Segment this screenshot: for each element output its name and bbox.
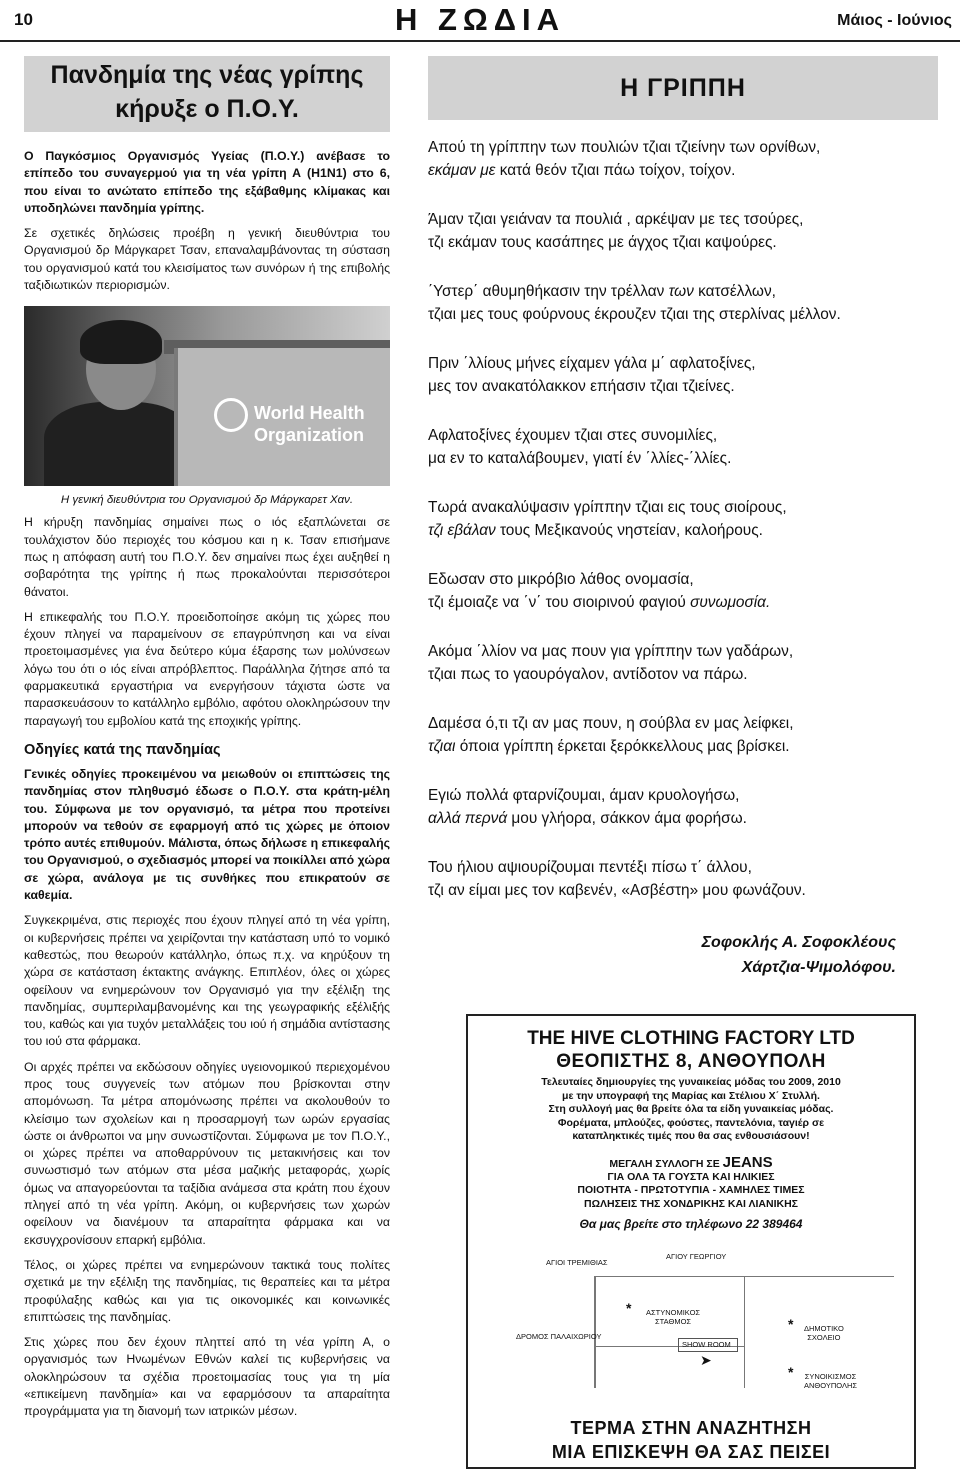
- poem-line: τζιαι πως το γαουρόγαλον, αντίδοτον να πάρω.: [428, 666, 748, 683]
- map-label-settlement: ΣΥΝΟΙΚΙΣΜΟΣ ΑΝΘΟΥΠΟΛΗΣ: [804, 1372, 858, 1390]
- poem-stanza: [428, 208, 938, 254]
- poem-line: Εγιώ πολλά φταρνίζουμαι, άμαν κρυολογήσω,: [428, 787, 740, 804]
- poem-stanza: [428, 352, 938, 398]
- headline-line-2: κήρυξε ο Π.Ο.Υ.: [115, 95, 299, 123]
- article-column: [24, 56, 390, 1421]
- article-photo: [24, 306, 390, 486]
- article-subheading: Οδηγίες κατά της πανδημίας: [24, 741, 221, 758]
- poem-line: τζι αν είμαι μες τον καβενέν, «Ασβέστη» μου φωνάζουν.: [428, 882, 806, 899]
- page-number: 10: [14, 10, 33, 29]
- poem-stanza: [428, 784, 938, 830]
- poem-stanza: [428, 568, 938, 614]
- poem-line: Ακόμα ΄λλίον να μας πουν για γρίππην των γαδάρων,: [428, 643, 794, 660]
- map-label-tremithias: ΑΓΙΟΙ ΤΡΕΜΙΘΙΑΣ: [546, 1258, 608, 1267]
- poem-line: τζιαι όποια γρίππη έρκεται ξερόκκελλους μας βρίσκει.: [428, 738, 790, 755]
- author-place: Χάρτζια-Ψιμολόφου.: [741, 959, 896, 976]
- map-label-palaichoriou: ΔΡΟΜΟΣ ΠΑΛΑΙΧΩΡΙΟΥ: [516, 1332, 602, 1341]
- ad-phone: Θα μας βρείτε στο τηλέφωνο 22 389464: [579, 1217, 803, 1231]
- map-label-georgiou: ΑΓΙΟΥ ΓΕΩΡΓΙΟΥ: [666, 1252, 727, 1261]
- map-arrow-icon: ➤: [700, 1352, 712, 1368]
- article-intro: Ο Παγκόσμιος Οργανισμός Υγείας (Π.Ο.Υ.) ανέβασε το επίπεδο του συναγερμού για τη νέα γρίπη Α (H1N1) στο 6, που είναι το ανώτατο επίπεδο της εξάβαθμης κλίμακας και υποδηλώνει πανδημία γρίπης.: [24, 149, 390, 215]
- photo-logo-text: World Health Organization: [254, 403, 365, 446]
- article-paragraph: Η επικεφαλής του Π.Ο.Υ. προειδοποίησε ακόμη τις χώρες που έχουν πληγεί να παραμείνουν σε επαγρύπνηση και να είναι προετοιμασμένες για ένα δεύτερο κύμα έξαρσης των μολύνσεων λόγω του ότι ο ιός είναι απρόβλεπτος. Παράλληλα ζήτησε από τα φαρμακευτικά εργαστήρια να ενεργήσουν τάχιστα ώστε να παρασκευάσουν το κατάλληλο εμβόλιο, αφότου ολοκληρώσουν την παραγωγή του εμβολίου κατά της εποχικής γρίπης.: [24, 609, 390, 728]
- poem-line: τζι εβάλαν τους Μεξικανούς νηστείαν, καλοήρους.: [428, 522, 763, 539]
- poem-line: τζιαι μες τους φούρνους έκρουζεν τζιαι της στερλίνας μέλλον.: [428, 306, 841, 323]
- poem-stanza: [428, 712, 938, 758]
- article-paragraph: Τέλος, οι χώρες πρέπει να ενημερώνουν τακτικά τους πολίτες σχετικά με την εξέλιξη της πανδημίας, τις θεραπείες και τα μέτρα προφύλαξης καθώς και για τις οικονομικές και κοινωνικές επιπτώσεις της πανδημίας.: [24, 1257, 390, 1324]
- speaker-figure: [44, 402, 194, 486]
- poem-stanza: [428, 136, 938, 182]
- poem-title: Η ΓΡΙΠΠΗ: [428, 56, 938, 120]
- article-paragraph: Οι αρχές πρέπει να εκδώσουν οδηγίες υγειονομικού περιεχομένου προς τους συγγενείς των ατόμων που βρίσκονται στην απομόνωση. Τα μέτρα απομόνωσης πρέπει να ακολουθούν το κλείσιμο των σχολείων και η προσαρμογή των ωρών εργασίας ώστε οι άνθρωποι να μην συνωστίζονται. Σύμφωνα με τον Π.Ο.Υ., οι χώρες πρέπει να αποθαρρύνουν τις μετακινήσεις και τον συνωστισμό των ατόμων στα μέσα μαζικής μεταφοράς, χωρίς όμως να απαγορεύονται τα ταξίδια ανάμεσα στα κράτη που έχουν πληγεί από τη νέα γρίπη. Ακόμη, οι κυβερνήσεις των χωρών οφείλουν να διανέμουν τα απαραίτητα φάρμακα και να εκσυγχρονίσουν επαρκή εμβόλια.: [24, 1059, 390, 1247]
- article-paragraph: Η κήρυξη πανδημίας σημαίνει πως ο ιός εξαπλώνεται σε τουλάχιστον δύο περιοχές του κόσμου και η κ. Τσαν επισήμανε πως η απόφαση αυτή του Π.Ο.Υ. δεν σημαίνει πως έχει αυξηθεί η σοβαρότητα της γρίπης ή πως προκαλούνται περισσότεροι θάνατοι.: [24, 515, 390, 599]
- poem-line: ΄Υστερ΄ αθυμηθήκασιν την τρέλλαν των κατσέλλων,: [428, 283, 776, 300]
- advertisement: [466, 1014, 916, 1469]
- poem-line: Άμαν τζιαι γειάναν τα πουλιά , αρκέψαν με τες τσούρες,: [428, 211, 804, 228]
- publication-title: Η ΖΩΔΙΑ: [394, 2, 566, 37]
- ad-address: ΘΕΟΠΙΣΤΗΣ 8, ΑΝΘΟΥΠΟΛΗ: [556, 1051, 826, 1072]
- poem-stanza: [428, 280, 938, 326]
- poem-line: μα εν το καταλάβουμεν, γιατί έν ΄λλίες-΄λλίες.: [428, 450, 732, 467]
- map-label-showroom: SHOW ROOM: [682, 1340, 731, 1349]
- speaker-hair: [80, 320, 162, 364]
- location-map: [486, 1248, 898, 1388]
- poem-line: Αφλατοξίνες έχουμεν τζιαι στες συνομιλίες,: [428, 427, 718, 444]
- ad-jeans-line: ΜΕΓΑΛΗ ΣΥΛΛΟΓΗ ΣΕ JEANS: [609, 1153, 773, 1171]
- map-label-police: ΑΣΤΥΝΟΜΙΚΟΣ ΣΤΑΘΜΟΣ: [646, 1308, 701, 1326]
- article-headline: [24, 56, 390, 132]
- map-marker: *: [788, 1364, 794, 1380]
- article-paragraph: Συγκεκριμένα, στις περιοχές που έχουν πληγεί από τη νέα γρίπη, οι κυβερνήσεις πρέπει να χειρίζονται την κατάσταση υπό το νομικό καθεστώς, που θεωρούν κατάλληλο, όπως π.χ. να κηρύξουν τη χώρα σε κατάσταση έκτακτης ανάγκης. Επιπλέον, όλες οι χώρες οφείλουν να ενημερώνουν τον Οργανισμό για την εξέλιξη της πανδημίας, συμπεριλαμβανομένης και της γεωγραφικής εξέλιξής του, καθώς και για τυχόν μεταλλάξεις του ιού ή σημάδια αντίστασης του ιού στα φάρμακα.: [24, 913, 390, 1049]
- poem-line: εκάμαν με κατά θεόν τζιαι πάω τοίχον, τοίχον.: [428, 162, 736, 179]
- poem-stanza: [428, 640, 938, 686]
- poem-stanza: [428, 856, 938, 902]
- ad-company-name: THE HIVE CLOTHING FACTORY LTD: [527, 1028, 855, 1049]
- author-name: Σοφοκλής Α. Σοφοκλέους: [701, 934, 896, 951]
- ad-closing-lines: ΤΕΡΜΑ ΣΤΗΝ ΑΝΑΖΗΤΗΣΗ ΜΙΑ ΕΠΙΣΚΕΨΗ ΘΑ ΣΑΣ ΠΕΙΣΕΙ: [551, 1418, 831, 1462]
- page-header: [0, 0, 960, 42]
- article-paragraph: Στις χώρες που δεν έχουν πληττεί από τη νέα γρίπη Α, ο οργανισμός των Ηνωμένων Εθνών καλεί τις κυβερνήσεις να ολοκληρώσουν τα σχέδια προετοιμασίας τους για τη μία «επικείμενη πανδημία» και να εφαρμόσουν τα απαραίτητα προγράμματα για τη διανομή των ιατρικών μέσων.: [24, 1335, 390, 1419]
- poem-stanza: [428, 424, 938, 470]
- article-paragraph: Σε σχετικές δηλώσεις προέβη η γενική διευθύντρια του Οργανισμού δρ Μάργκαρετ Τσαν, επαναλαμβάνοντας τη σύσταση του οργανισμού κατά του κλεισίματος των συνόρων ή της επιβολής ταξιδιωτικών περιορισμών.: [24, 226, 390, 293]
- poem-line: τζι εκάμαν τους κασάπηες με άγχος τζιαι καψούρες.: [428, 234, 777, 251]
- issue-date: Μάιος - Ιούνιος: [837, 12, 952, 29]
- ad-description: Τελευταίες δημιουργίες της γυναικείας μόδας του 2009, 2010 με την υπογραφή της Μαρίας και Στέλιου Χ΄ Στυλλή. Στη συλλογή μας θα βρείτε όλα τα είδη γυναικείας μόδας. Φορέματα, μπλούζες, φούστες, παντελόνια, ταγιέρ σε καταπληκτικές τιμές που θα σας ενθουσιάσουν!: [541, 1076, 841, 1142]
- map-road: [744, 1276, 745, 1388]
- poem-line: Τωρά ανακαλύψασιν γρίππην τζιαι εις τους σιοίρους,: [428, 499, 787, 516]
- poem-line: Του ήλιου αψιουρίζουμαι πεντέξι πίσω τ΄ άλλου,: [428, 859, 752, 876]
- poem-line: Απού τη γρίππην των πουλιών τζιαι τζιείνην των ορνίθων,: [428, 139, 821, 156]
- map-marker: *: [788, 1316, 794, 1332]
- photo-caption: Η γενική διευθύντρια του Οργανισμού δρ Μάργκαρετ Χαν.: [60, 494, 354, 507]
- ad-features: ΓΙΑ ΟΛΑ ΤΑ ΓΟΥΣΤΑ ΚΑΙ ΗΛΙΚΙΕΣ ΠΟΙΟΤΗΤΑ - ΠΡΩΤΟΤΥΠΙΑ - ΧΑΜΗΛΕΣ ΤΙΜΕΣ ΠΩΛΗΣΕΙΣ ΤΗΣ ΧΟΝΔΡΙΚΗΣ ΚΑΙ ΛΙΑΝΙΚΗΣ: [577, 1170, 805, 1210]
- poem-line: Εδωσαν στο μικρόβιο λάθος ονομασία,: [428, 571, 694, 588]
- poem-line: τζι έμοιαζε να ΄ν΄ του σιοιρινού φαγιού συνωμοσία.: [428, 594, 771, 611]
- headline-line-1: Πανδημία της νέας γρίπης: [50, 61, 364, 89]
- poem-line: αλλά περνά μου γλήορα, σάκκον άμα φορήσω.: [428, 810, 747, 827]
- poem-line: Πριν ΄λλίους μήνες είχαμεν γάλα μ΄ αφλατοξίνες,: [428, 355, 756, 372]
- poem-line: Δαμέσα ό,τι τζι αν μας πουν, η σούβλα εν μας λείφκει,: [428, 715, 794, 732]
- poem-column: [428, 56, 938, 980]
- map-label-school: ΔΗΜΟΤΙΚΟ ΣΧΟΛΕΙΟ: [804, 1324, 844, 1342]
- poem-line: μες τον ανακατόλακκον επήασιν τζιαι τζιείνες.: [428, 378, 735, 395]
- article-bold-paragraph: Γενικές οδηγίες προκειμένου να μειωθούν οι επιπτώσεις της πανδημίας στον πληθυσμό έδωσε ο Π.Ο.Υ. στα κράτη-μέλη του. Σύμφωνα με τον οργανισμό, τα μέτρα που προτείνει μπορούν να τεθούν σε εφαρμογή από τις χώρες με όποιον τρόπο αυτές επιθυμούν. Μάλιστα, όπως δήλωσε η επικεφαλής του Οργανισμού, ο σχεδιασμός μπορεί να ποικίλλει από χώρα σε χώρα, ανάλογα με τις συνθήκες που επικρατούν σε καθεμία.: [24, 766, 390, 903]
- map-marker: *: [626, 1300, 632, 1316]
- poem-stanza: [428, 496, 938, 542]
- poem-signature: [428, 930, 938, 980]
